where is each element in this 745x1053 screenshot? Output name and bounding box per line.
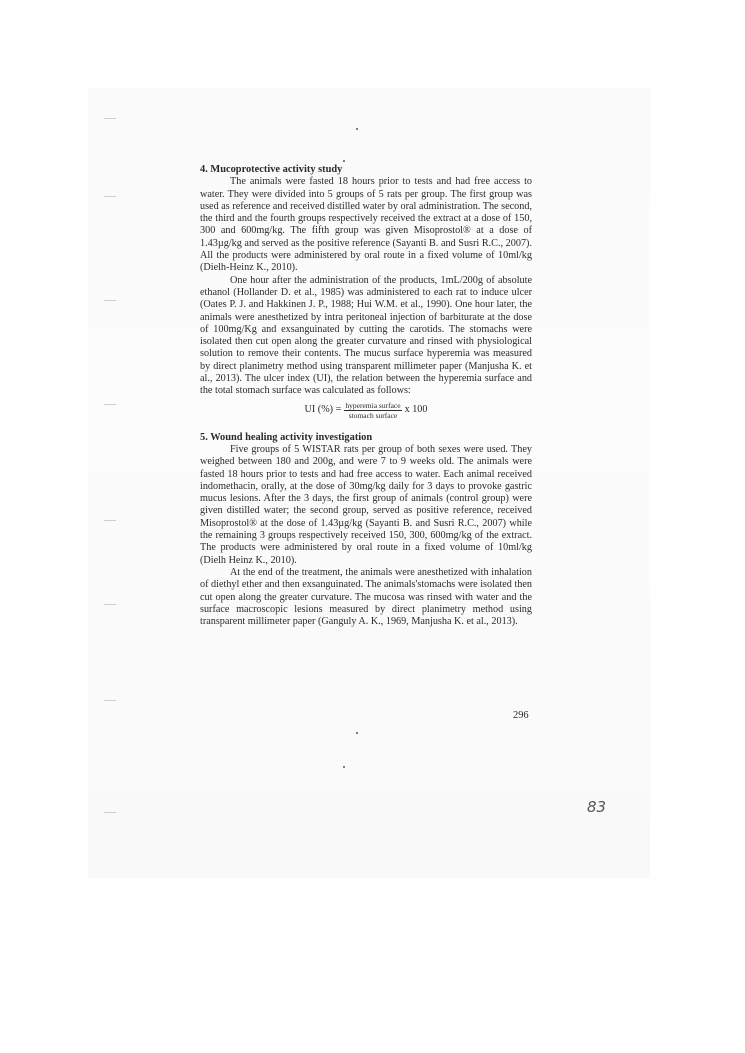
paragraph: One hour after the administration of the products, 1mL/200g of absolute ethanol (Hollander D. et al., 1985) was administered to each rat to induce ulcer (Oates P. J. and Hakkinen J. P., 1988; Hui W.M. et al., 1990). One hour later, the animals were anesthetized by intra peritoneal injection of barbiturate at the dose of 100mg/Kg and exsanguinated by cutting the carotids. The stomachs were isolated then cut open along the greater curvature and rinsed with physiological solution to remove their contents. The mucus surface hyperemia was measured by direct planimetry method using transparent millimeter paper (Manjusha K. et al., 2013). The ulcer index (UI), the relation between the hyperemia surface and the total stomach surface was calculated as follows: <box>200 274 532 397</box>
edge-mark <box>104 404 116 405</box>
edge-mark <box>104 700 116 701</box>
scan-speck <box>356 732 358 734</box>
section-heading: 5. Wound healing activity investigation <box>200 431 373 443</box>
edge-mark <box>104 812 116 813</box>
edge-mark <box>104 520 116 521</box>
formula-lhs: UI (%) = <box>304 403 342 415</box>
scan-speck <box>356 128 358 130</box>
paragraph: Five groups of 5 WISTAR rats per group of both sexes were used. They weighed between 180 and 200g, and were 7 to 9 weeks old. The animals were fasted 18 hours prior to tests and had free access to water. Each animal received indomethacin, orally, at the dose of 30mg/kg daily for 3 days to provoke gastric mucus lesions. After the 3 days, the first group of animals (control group) were given distilled water; the second group, served as positive reference, received Misoprostol® at the dose of 1.43µg/kg (Sayanti B. and Susri R.C., 2007) while the remaining 3 groups respectively received 150, 300, 600mg/kg of the extract. The products were administered by oral route in a fixed volume of 10ml/kg (Dielh Heinz K., 2010). <box>200 443 532 566</box>
paragraph: At the end of the treatment, the animals were anesthetized with inhalation of diethyl ether and then exsanguinated. The animals'stomachs were isolated then cut open along the greater curvature. The mucosa was rinsed with water and the surface macroscopic lesions measured by direct planimetry method using transparent millimeter paper (Ganguly A. K., 1969, Manjusha K. et al., 2013). <box>200 566 532 628</box>
edge-mark <box>104 300 116 301</box>
edge-mark <box>104 118 116 119</box>
section-heading: 4. Mucoprotective activity study <box>200 164 343 175</box>
scan-speck <box>343 766 345 768</box>
handwritten-note: 83 <box>587 798 607 816</box>
formula-rhs: x 100 <box>404 403 428 415</box>
formula-denominator: stomach surface <box>348 410 398 420</box>
paragraph: The animals were fasted 18 hours prior to tests and had free access to water. They were divided into 5 groups of 5 rats per group. The first group was used as reference and received distilled water by oral administration. The second, the third and the fourth groups respectively received the extract at a dose of 150, 300 and 600mg/kg. The fifth group was given Misoprostol® at a dose of 1.43µg/kg and served as the positive reference (Sayanti B. and Susri R.C., 2007). All the products were administered by oral route in a fixed volume of 10ml/kg (Dielh-Heinz K., 2010). <box>200 176 532 274</box>
ulcer-index-formula <box>200 401 532 420</box>
scan-speck <box>343 160 345 162</box>
edge-mark <box>104 604 116 605</box>
formula-fraction <box>344 401 401 420</box>
formula-numerator: hyperemia surface <box>345 400 401 410</box>
document-body <box>200 164 532 628</box>
edge-mark <box>104 196 116 197</box>
page-number: 296 <box>513 710 529 721</box>
